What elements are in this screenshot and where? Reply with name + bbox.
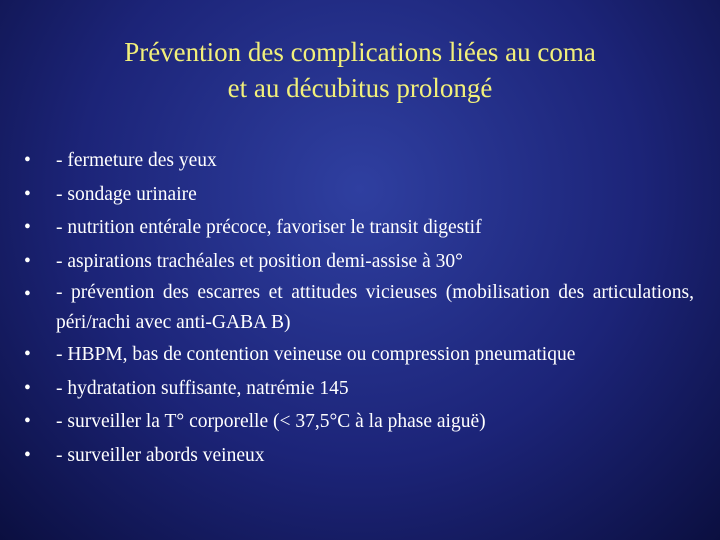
- slide-title-line-2: et au décubitus prolongé: [227, 73, 493, 103]
- bullet-icon: •: [24, 344, 31, 365]
- bullet-icon: •: [24, 217, 31, 238]
- bullet-icon: •: [24, 377, 31, 399]
- bullet-icon: •: [24, 150, 31, 171]
- bullet-text: - sondage urinaire: [56, 183, 197, 205]
- bullet-text: - prévention des escarres et attitudes vicieuses (mobilisation des articulations, péri/rachi avec anti-GABA B): [56, 282, 694, 333]
- bullet-item: [22, 338, 694, 372]
- bullet-item: [22, 211, 694, 245]
- bullet-text: - surveiller la T° corporelle (< 37,5°C à la phase aiguë): [56, 411, 486, 432]
- bullet-icon: •: [24, 250, 31, 272]
- bullet-text: - fermeture des yeux: [56, 150, 217, 171]
- slide-title-line-1: Prévention des complications liées au coma: [124, 37, 596, 67]
- bullet-item: [22, 439, 694, 473]
- bullet-icon: •: [24, 411, 31, 432]
- bullet-text: - hydratation suffisante, natrémie 145: [56, 377, 349, 399]
- bullet-item: [22, 245, 694, 279]
- bullet-text: - HBPM, bas de contention veineuse ou compression pneumatique: [56, 344, 576, 365]
- bullet-icon: •: [24, 183, 31, 205]
- bullet-item: [22, 278, 694, 338]
- bullet-text: - aspirations trachéales et position demi-assise à 30°: [56, 250, 463, 272]
- bullet-icon: •: [24, 444, 31, 466]
- bullet-text: - surveiller abords veineux: [56, 444, 265, 466]
- bullet-item: [22, 144, 694, 178]
- bullet-item: [22, 372, 694, 406]
- bullet-list: [22, 144, 694, 472]
- bullet-icon: •: [24, 284, 31, 305]
- bullet-item: [22, 405, 694, 439]
- slide-title: [20, 34, 700, 106]
- bullet-item: [22, 178, 694, 212]
- bullet-text: - nutrition entérale précoce, favoriser le transit digestif: [56, 217, 482, 238]
